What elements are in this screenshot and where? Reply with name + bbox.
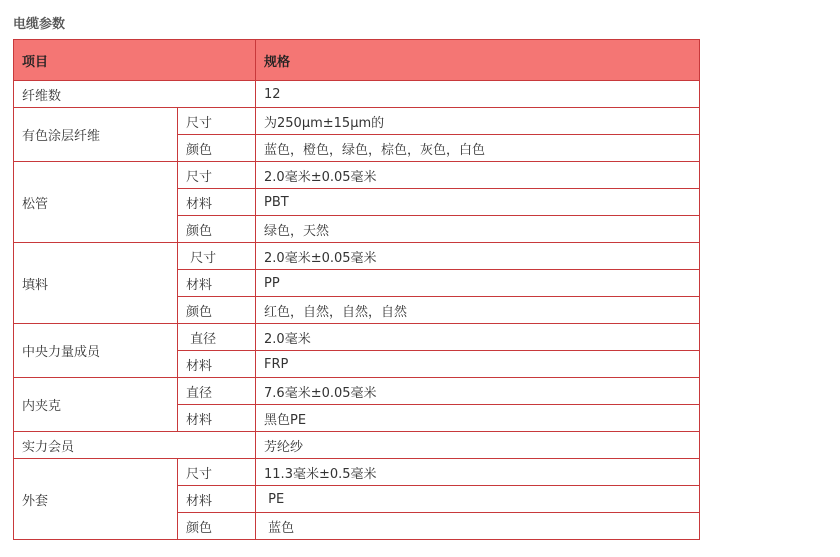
item-attribute: 尺寸	[178, 243, 256, 270]
item-name: 实力会员	[14, 432, 256, 459]
spec-value: 蓝色，橙色，绿色，棕色，灰色，白色	[256, 135, 700, 162]
spec-value: 红色，自然，自然，自然	[256, 297, 700, 324]
item-attribute: 颜色	[178, 135, 256, 162]
item-attribute: 材料	[178, 189, 256, 216]
table-header-row	[14, 40, 700, 81]
item-name: 填料	[14, 243, 178, 324]
spec-value: 绿色，天然	[256, 216, 700, 243]
table-row	[14, 243, 700, 270]
section-title: 电缆参数	[13, 17, 66, 32]
cable-spec-table	[13, 39, 700, 540]
item-attribute: 材料	[178, 405, 256, 432]
table-body	[14, 81, 700, 540]
item-attribute: 材料	[178, 486, 256, 513]
spec-value: FRP	[256, 351, 700, 378]
spec-value: 2.0毫米±0.05毫米	[256, 243, 700, 270]
spec-value: 12	[256, 81, 700, 108]
spec-value: 2.0毫米	[256, 324, 700, 351]
item-name: 松管	[14, 162, 178, 243]
item-name: 纤维数	[14, 81, 256, 108]
spec-value: 为250μm±15μm的	[256, 108, 700, 135]
item-attribute: 尺寸	[178, 162, 256, 189]
item-attribute: 颜色	[178, 297, 256, 324]
item-attribute: 直径	[178, 378, 256, 405]
spec-value: 11.3毫米±0.5毫米	[256, 459, 700, 486]
item-name: 外套	[14, 459, 178, 540]
item-attribute: 尺寸	[178, 108, 256, 135]
table-row	[14, 108, 700, 135]
item-attribute: 颜色	[178, 216, 256, 243]
spec-value: PBT	[256, 189, 700, 216]
spec-value: 芳纶纱	[256, 432, 700, 459]
item-name: 有色涂层纤维	[14, 108, 178, 162]
table-row	[14, 324, 700, 351]
spec-value: 7.6毫米±0.05毫米	[256, 378, 700, 405]
table-row	[14, 459, 700, 486]
table-row	[14, 162, 700, 189]
spec-value: 2.0毫米±0.05毫米	[256, 162, 700, 189]
item-name: 中央力量成员	[14, 324, 178, 378]
item-attribute: 材料	[178, 351, 256, 378]
header-spec: 规格	[256, 40, 700, 81]
header-item: 项目	[14, 40, 256, 81]
item-name: 内夹克	[14, 378, 178, 432]
table-row	[14, 378, 700, 405]
table-row	[14, 81, 700, 108]
spec-value: PP	[256, 270, 700, 297]
table-row	[14, 432, 700, 459]
item-attribute: 直径	[178, 324, 256, 351]
spec-value: PE	[256, 486, 700, 513]
item-attribute: 颜色	[178, 513, 256, 540]
spec-value: 黑色PE	[256, 405, 700, 432]
item-attribute: 材料	[178, 270, 256, 297]
spec-value: 蓝色	[256, 513, 700, 540]
item-attribute: 尺寸	[178, 459, 256, 486]
